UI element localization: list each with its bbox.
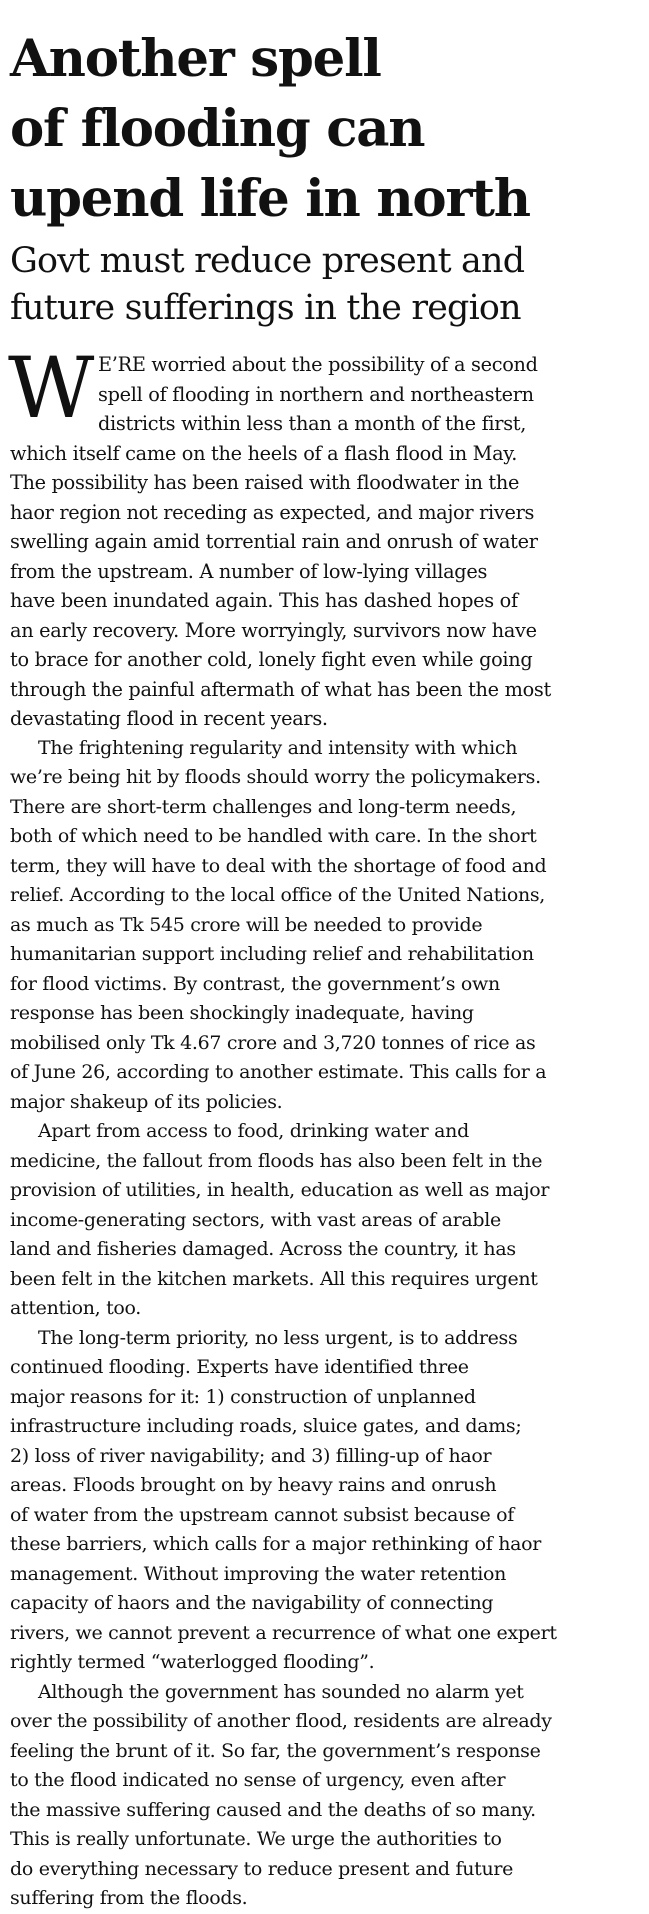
article-paragraph	[10, 734, 643, 1118]
article-line: relief. According to the local office of the United Nations,	[10, 884, 546, 906]
subheadline	[10, 238, 643, 332]
article-line: of June 26, according to another estimate. This calls for a	[10, 1061, 547, 1083]
article-line: which itself came on the heels of a flash flood in May.	[10, 441, 518, 465]
article-line: feeling the brunt of it. So far, the government’s response	[10, 1739, 541, 1762]
article-line: The long-term priority, no less urgent, is to address	[38, 1326, 518, 1349]
article-line: E’RE worried about the possibility of a second	[98, 353, 538, 376]
article-line: rivers, we cannot prevent a recurrence of what one expert	[10, 1621, 557, 1644]
article-line: suffering from the floods.	[10, 1887, 248, 1909]
article-paragraph	[10, 1678, 643, 1914]
article-line: to the flood indicated no sense of urgency, even after	[10, 1769, 506, 1791]
article-line: as much as Tk 545 crore will be needed to provide	[10, 913, 483, 936]
article-line: districts within less than a month of the first,	[98, 412, 527, 435]
article-line: management. Without improving the water retention	[10, 1562, 507, 1585]
article-line: major shakeup of its policies.	[10, 1090, 283, 1113]
article-line: an early recovery. More worryingly, survivors now have	[10, 618, 537, 642]
article-line: humanitarian support including relief and rehabilitation	[10, 943, 534, 965]
article-paragraph	[10, 1324, 643, 1678]
article-line: The possibility has been raised with floodwater in the	[10, 471, 520, 494]
article-line: medicine, the fallout from floods has also been felt in the	[10, 1149, 543, 1172]
article-line: attention, too.	[10, 1297, 142, 1319]
article-line: areas. Floods brought on by heavy rains and onrush	[10, 1474, 497, 1496]
article-line: provision of utilities, in health, education as well as major	[10, 1179, 550, 1201]
article-line: major reasons for it: 1) construction of unplanned	[10, 1385, 476, 1408]
article-line: mobilised only Tk 4.67 crore and 3,720 tonnes of rice as	[10, 1031, 536, 1054]
article-paragraph	[10, 1117, 643, 1324]
article-line: response has been shockingly inadequate, having	[10, 1002, 474, 1024]
article-line: both of which need to be handled with care. In the short	[10, 825, 537, 847]
article-line: through the painful aftermath of what has been the most	[10, 677, 551, 701]
article-line: these barriers, which calls for a major rethinking of haor	[10, 1533, 542, 1555]
headline	[10, 0, 643, 234]
article-line: income-generating sectors, with vast areas of arable	[10, 1208, 501, 1231]
article-line: swelling again amid torrential rain and onrush of water	[10, 530, 538, 553]
article-line: have been inundated again. This has dashed hopes of	[10, 589, 518, 612]
article-line: over the possibility of another flood, residents are already	[10, 1710, 552, 1732]
article-line: the massive suffering caused and the deaths of so many.	[10, 1798, 536, 1821]
article-line: land and fisheries damaged. Across the country, it has	[10, 1238, 516, 1260]
headline-line: Another spell	[10, 29, 381, 89]
drop-cap: W	[8, 339, 95, 437]
article-line: capacity of haors and the navigability of connecting	[10, 1592, 494, 1614]
article-line: been felt in the kitchen markets. All this requires urgent	[10, 1267, 538, 1290]
article-line: infrastructure including roads, sluice gates, and dams;	[10, 1415, 522, 1437]
article-line: spell of flooding in northern and northeastern	[98, 382, 534, 406]
article-paragraph	[8, 339, 643, 734]
article-line: devastating flood in recent years.	[10, 707, 328, 730]
subheadline-line: future sufferings in the region	[10, 288, 521, 328]
article-line: Although the government has sounded no alarm yet	[38, 1680, 524, 1703]
headline-line: of flooding can	[10, 99, 425, 159]
article-line: There are short-term challenges and long-term needs,	[10, 795, 517, 818]
article-line: of water from the upstream cannot subsist because of	[10, 1503, 514, 1526]
article-line: continued flooding. Experts have identified three	[10, 1356, 469, 1378]
article-line: term, they will have to deal with the shortage of food and	[10, 854, 547, 877]
article-line: rightly termed “waterlogged flooding”.	[10, 1651, 375, 1673]
article-line: 2) loss of river navigability; and 3) filling-up of haor	[10, 1444, 492, 1467]
article-line: from the upstream. A number of low-lying villages	[10, 559, 488, 583]
article-line: do everything necessary to reduce present and future	[10, 1857, 514, 1880]
article-line: This is really unfortunate. We urge the authorities to	[10, 1828, 502, 1850]
article-line: Apart from access to food, drinking water and	[38, 1120, 469, 1142]
article-body	[8, 339, 643, 1914]
article-line: we’re being hit by floods should worry the policymakers.	[10, 766, 541, 788]
article-line: haor region not receding as expected, and major rivers	[10, 500, 535, 524]
subheadline-line: Govt must reduce present and	[10, 241, 525, 281]
article-line: for flood victims. By contrast, the government’s own	[10, 972, 500, 995]
headline-line: upend life in north	[10, 169, 530, 229]
article-line: to brace for another cold, lonely fight even while going	[10, 648, 533, 671]
article-line: The frightening regularity and intensity with which	[38, 736, 518, 759]
